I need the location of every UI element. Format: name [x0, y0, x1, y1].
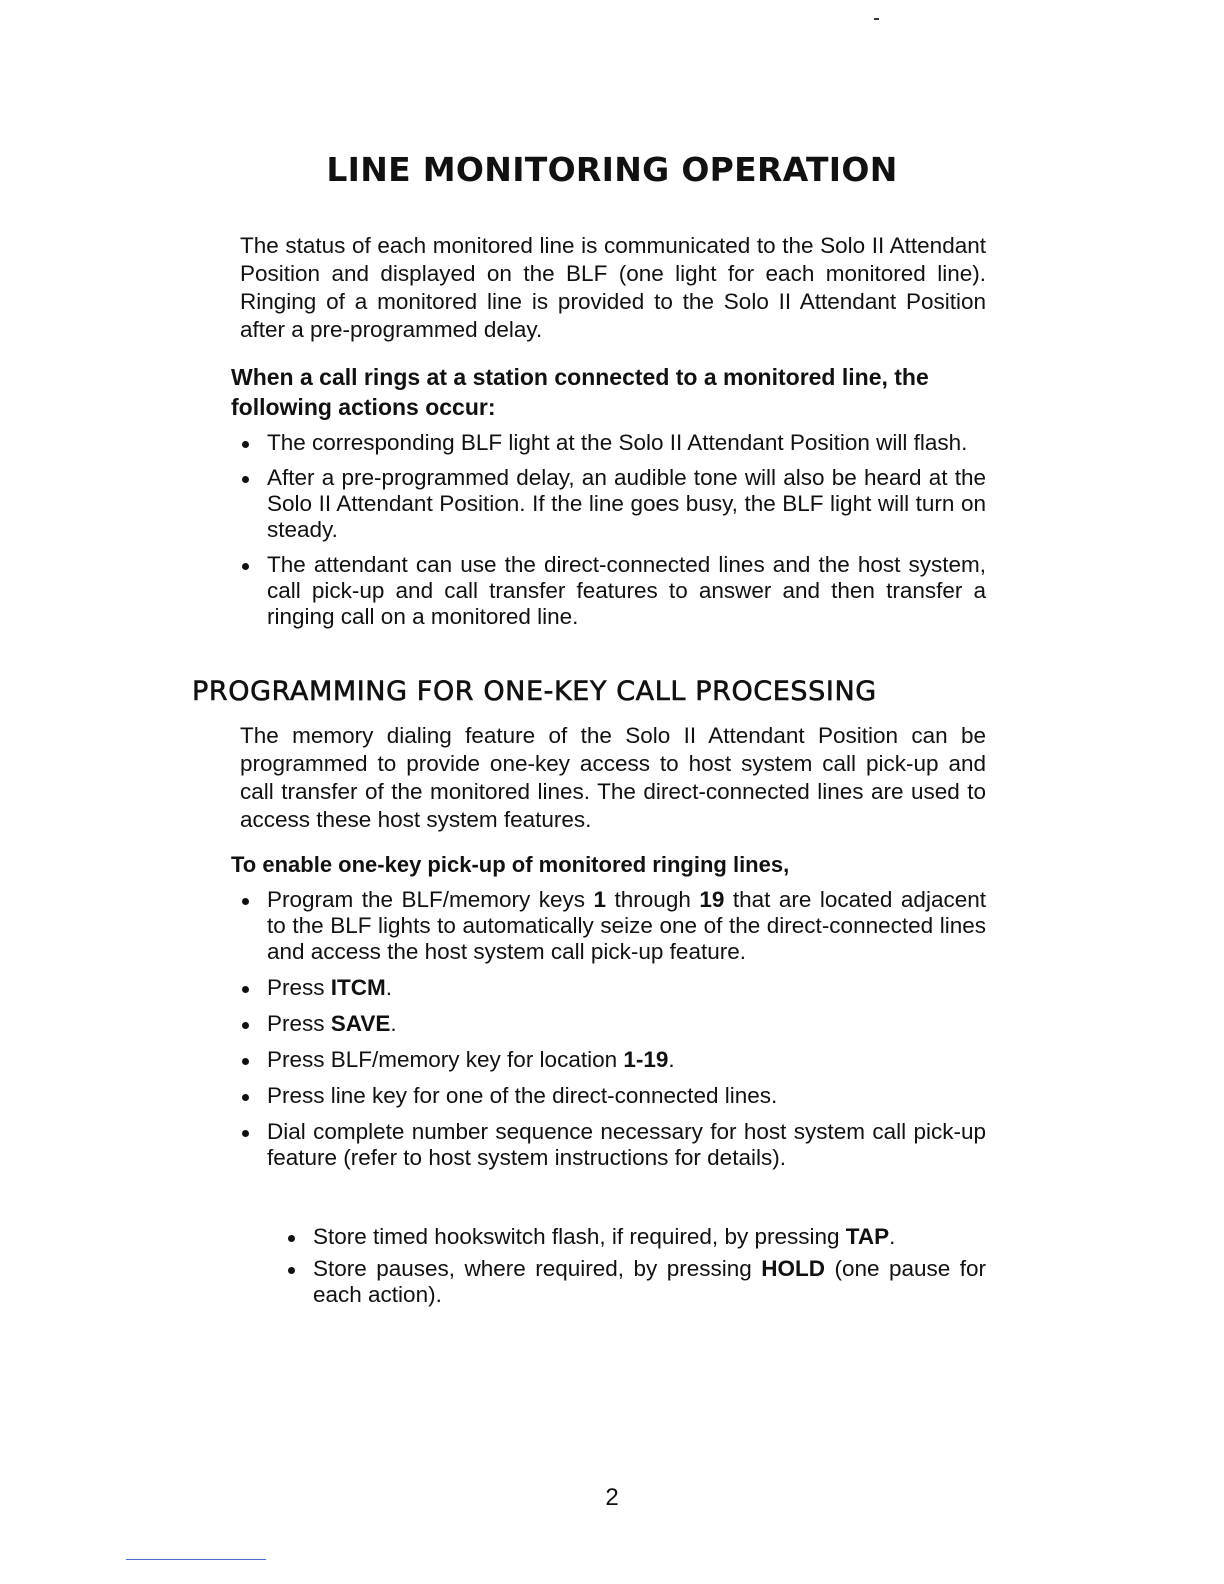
list-item	[240, 1047, 986, 1073]
key-name-hold: HOLD	[761, 1256, 826, 1281]
section-heading-line-monitoring: LINE MONITORING OPERATION	[326, 150, 898, 189]
dial-sub-steps-list	[286, 1224, 986, 1308]
list-item-text: The corresponding BLF light at the Solo II Attendant Position will flash.	[267, 430, 968, 455]
list-item	[286, 1256, 986, 1308]
bullet-icon	[242, 986, 249, 993]
list-item	[286, 1224, 986, 1250]
ring-lead-text: When a call rings at a station connected to a monitored line, the following actions occur:	[231, 364, 929, 420]
ring-actions-list	[240, 430, 986, 630]
list-item-text: After a pre-programmed delay, an audible tone will also be heard at the Solo II Attendant Position. If the line goes busy, the BLF light will turn on steady.	[267, 465, 986, 542]
bullet-icon	[242, 1058, 249, 1065]
bullet-icon	[242, 1022, 249, 1029]
scan-speck	[874, 18, 879, 20]
list-item	[240, 975, 986, 1001]
list-item-text: Press SAVE.	[267, 1011, 397, 1036]
programming-paragraph: The memory dialing feature of the Solo II Attendant Position can be programmed to provide one-key access to host system call pick-up and call transfer of the monitored lines. The direct-connected lines are used to access these host system features.	[240, 723, 986, 832]
bullet-icon	[242, 441, 249, 448]
footer-rule	[126, 1559, 266, 1560]
bullet-icon	[242, 563, 249, 570]
list-item-text: Dial complete number sequence necessary for host system call pick-up feature (refer to host system instructions for details).	[267, 1119, 986, 1170]
page-number: 2	[605, 1484, 619, 1511]
key-name-save: SAVE	[330, 1011, 391, 1036]
list-item	[240, 1011, 986, 1037]
list-item	[240, 887, 986, 965]
bullet-icon	[242, 898, 249, 905]
bullet-icon	[288, 1267, 295, 1274]
bullet-icon	[242, 1094, 249, 1101]
list-item-text: Program the BLF/memory keys 1 through 19 that are located adjacent to the BLF lights to automatically seize one of the direct-connected lines and access the host system call pick-up feature.	[267, 887, 986, 964]
bullet-icon	[242, 476, 249, 483]
list-item-text: The attendant can use the direct-connected lines and the host system, call pick-up and call transfer features to answer and then transfer a ringing call on a monitored line.	[267, 552, 986, 629]
list-item-text: Store timed hookswitch flash, if required, by pressing TAP.	[313, 1224, 896, 1249]
list-item	[240, 1083, 986, 1109]
list-item	[240, 430, 986, 456]
list-item	[240, 465, 986, 543]
list-item	[240, 1119, 986, 1171]
list-item	[240, 552, 986, 630]
section-heading-programming: PROGRAMMING FOR ONE-KEY CALL PROCESSING	[192, 676, 877, 707]
enable-lead-text: To enable one-key pick-up of monitored ringing lines,	[231, 852, 790, 877]
list-item-text: Press BLF/memory key for location 1-19.	[267, 1047, 675, 1072]
intro-paragraph: The status of each monitored line is communicated to the Solo II Attendant Position and displayed on the BLF (one light for each monitored line). Ringing of a monitored line is provided to the Solo II Attendant Position after a pre-programmed delay.	[240, 233, 986, 342]
list-item-text: Press line key for one of the direct-connected lines.	[267, 1083, 778, 1108]
enable-steps-list	[240, 887, 986, 1171]
bullet-icon	[242, 1130, 249, 1137]
list-item-text: Store pauses, where required, by pressing HOLD (one pause for each action).	[313, 1256, 986, 1307]
key-name-tap: TAP	[845, 1224, 890, 1249]
list-item-text: Press ITCM.	[267, 975, 393, 1000]
key-location-range: 1-19	[623, 1047, 669, 1072]
bullet-icon	[288, 1235, 295, 1242]
key-name-itcm: ITCM	[330, 975, 386, 1000]
